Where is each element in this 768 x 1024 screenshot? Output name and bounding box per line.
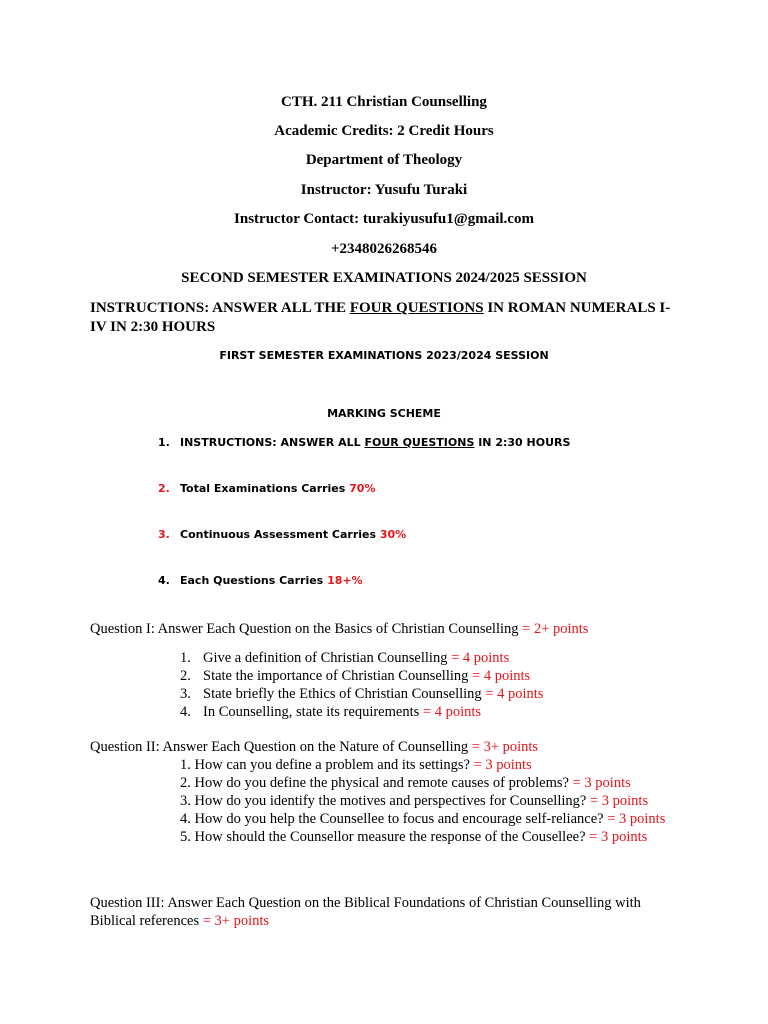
scheme-item-value: 18+% [327,574,363,587]
scheme-item-value: 70% [349,482,376,495]
question-2-text: Question II: Answer Each Question on the Nature of Counselling [90,739,472,755]
scheme-item-underlined: FOUR QUESTIONS [364,436,475,449]
instructor-name: Instructor: Yusufu Turaki [300,182,468,198]
question-2-list [180,756,680,846]
scheme-item-text: Each Questions Carries [180,574,328,587]
course-title: CTH. 211 Christian Counselling [281,94,487,110]
list-item: 1. How can you define a problem and its settings? = 3 points [180,757,532,773]
question-2-points: = 3+ points [471,739,539,755]
scheme-item-4 [158,574,363,587]
scheme-item-text: Total Examinations Carries [180,482,350,495]
question-2-heading [90,738,680,756]
list-item: 2. How do you define the physical and remote causes of problems? = 3 points [180,775,631,791]
academic-credits: Academic Credits: 2 Credit Hours [274,123,494,139]
scheme-item-1 [158,436,570,449]
question-1-text: Question I: Answer Each Question on the Basics of Christian Counselling [90,621,523,637]
list-item: 3. State briefly the Ethics of Christian Counselling = 4 points [180,686,544,702]
instructor-phone: +2348026268546 [330,241,438,257]
instructions-underlined: FOUR QUESTIONS [349,300,484,316]
list-item: 1. Give a definition of Christian Counselling = 4 points [180,650,510,666]
exam-instructions [90,299,680,337]
first-semester-title: FIRST SEMESTER EXAMINATIONS 2023/2024 SESSION [219,349,549,362]
list-item: 4. In Counselling, state its requirements = 4 points [180,704,482,720]
question-3-text: Question III: Answer Each Question on the Biblical Foundations of Christian Counselling with Biblical references [90,895,641,929]
scheme-item-text-suffix: IN 2:30 HOURS [474,436,571,449]
scheme-item-text: Continuous Assessment Carries [180,528,380,541]
marking-scheme-title: MARKING SCHEME [327,407,441,420]
instructions-prefix: INSTRUCTIONS: ANSWER ALL THE [90,300,350,316]
instructions-suffix: IN ROMAN NUMERALS I-IV IN 2:30 HOURS [90,300,671,335]
list-item: 5. How should the Counsellor measure the response of the Cousellee? = 3 points [180,829,648,845]
scheme-item-text: INSTRUCTIONS: ANSWER ALL [180,436,365,449]
instructor-contact: Instructor Contact: turakiyusufu1@gmail.com [234,211,534,227]
list-item: 4. How do you help the Counsellee to focus and encourage self-reliance? = 3 points [180,811,666,827]
scheme-item-number: 3. [158,528,170,541]
department: Department of Theology [305,152,463,168]
question-1-heading [90,620,680,638]
question-1-list [180,649,543,721]
list-item: 3. How do you identify the motives and perspectives for Counselling? = 3 points [180,793,649,809]
scheme-item-value: 30% [379,528,407,541]
question-3-heading [90,894,680,930]
question-1-points: = 2+ points [522,621,589,637]
scheme-item-number: 4. [158,574,170,587]
scheme-item-number: 1. [158,436,170,449]
exam-session-title: SECOND SEMESTER EXAMINATIONS 2024/2025 SESSION [181,270,587,286]
scheme-item-number: 2. [158,482,170,495]
question-3-points: = 3+ points [202,913,270,929]
scheme-item-2 [158,482,376,495]
scheme-item-3 [158,528,406,541]
list-item: 2. State the importance of Christian Counselling = 4 points [180,668,531,684]
